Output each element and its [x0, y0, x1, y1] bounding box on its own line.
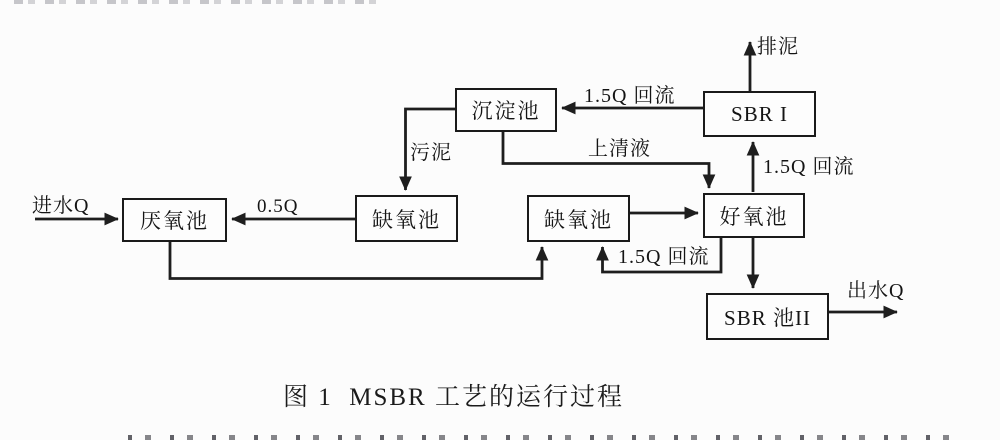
node-aerobic-tank — [703, 193, 805, 238]
node-sbr-1-label: SBR I — [731, 101, 788, 126]
figure-caption: 图 1 MSBR 工艺的运行过程 — [283, 384, 624, 411]
node-aerobic-tank-label: 好氧池 — [719, 204, 789, 229]
arrow-anaerobic-to-anoxic2 — [170, 242, 542, 279]
node-sbr-tank-2 — [706, 293, 829, 340]
node-anoxic-tank-1 — [355, 195, 458, 242]
node-settling-tank-label: 沉淀池 — [471, 99, 541, 123]
node-sbr-tank-2-label: SBR 池II — [724, 305, 811, 330]
cropped-text-bottom — [128, 435, 962, 440]
label-reflux-to-settling: 1.5Q 回流 — [584, 85, 676, 107]
label-sludge-discharge: 排泥 — [757, 36, 799, 58]
node-sbr-1 — [703, 91, 816, 137]
node-anoxic-tank-2 — [527, 195, 630, 242]
label-reflux-to-anoxic2: 1.5Q 回流 — [618, 246, 710, 268]
node-settling-tank — [455, 88, 557, 132]
label-sludge: 污泥 — [410, 142, 452, 164]
node-anoxic-tank-1-label: 缺氧池 — [372, 207, 441, 232]
label-supernatant: 上清液 — [588, 138, 651, 160]
label-reflux-to-sbr1: 1.5Q 回流 — [763, 156, 855, 178]
label-half-q: 0.5Q — [257, 196, 299, 217]
node-anaerobic-tank — [122, 198, 227, 242]
label-influent: 进水Q — [32, 195, 90, 217]
label-effluent: 出水Q — [847, 280, 905, 302]
node-anoxic-tank-2-label: 缺氧池 — [544, 207, 613, 232]
node-anaerobic-tank-label: 厌氧池 — [140, 209, 209, 233]
